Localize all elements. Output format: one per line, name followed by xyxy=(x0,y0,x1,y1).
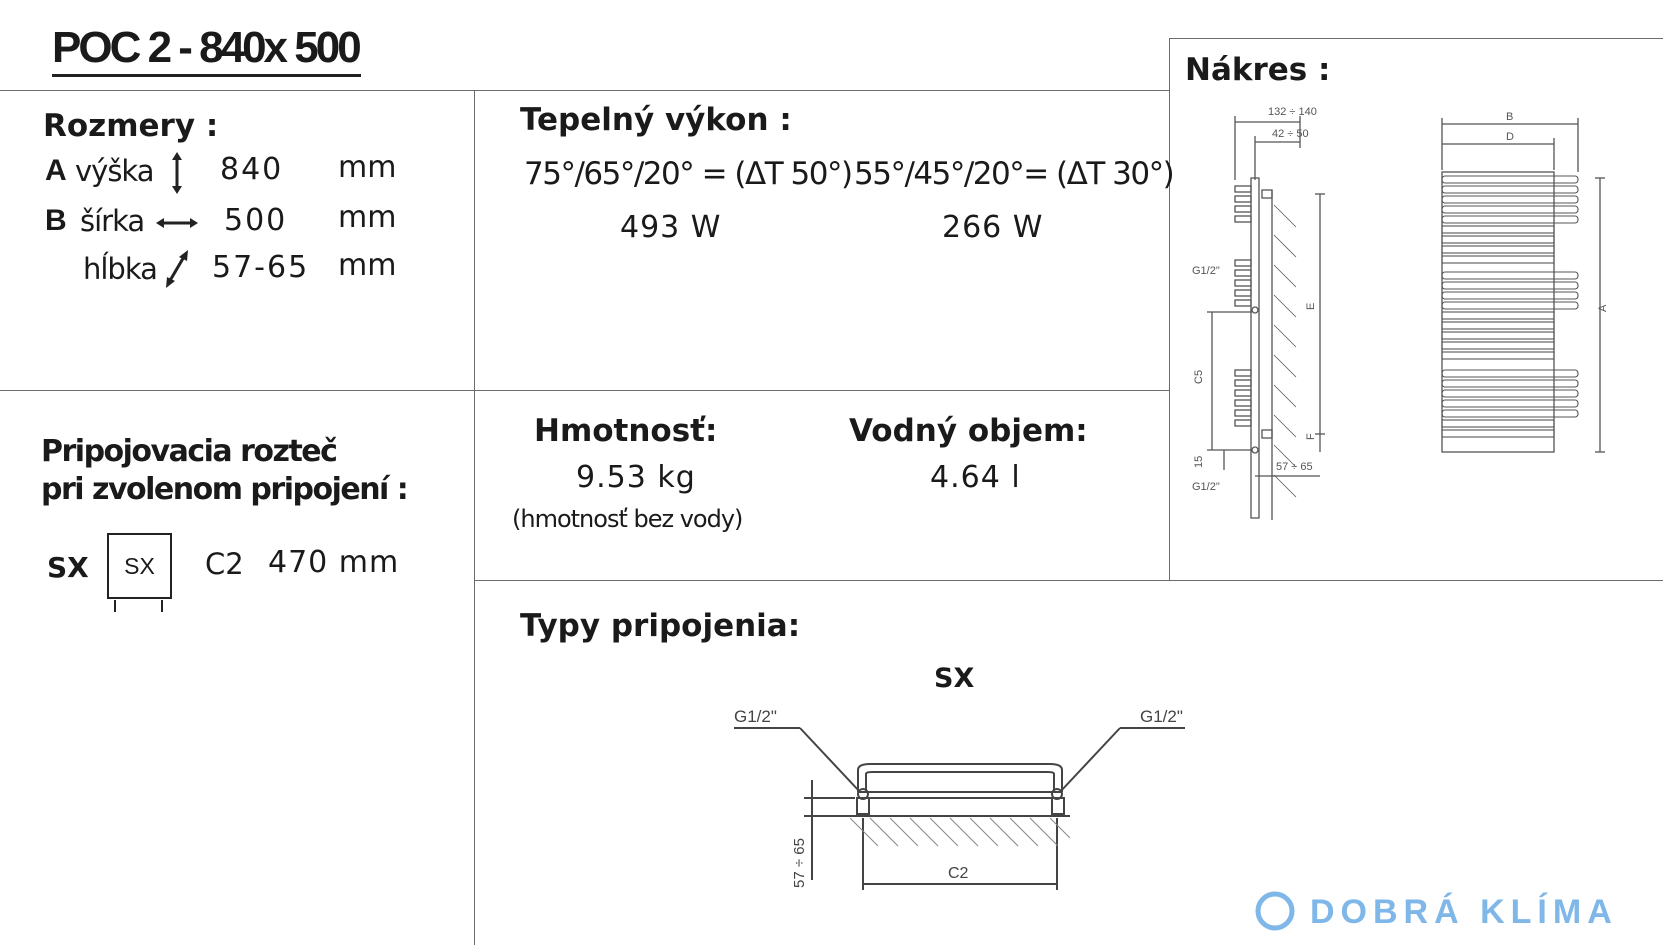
connection-label-g12-left: G1/2" xyxy=(734,707,777,726)
drawing-box-top xyxy=(1169,38,1663,39)
dim-value-height: 840 xyxy=(220,152,284,187)
drawing-label-e: E xyxy=(1305,302,1317,310)
divider-vertical-left xyxy=(474,90,475,945)
drawing-box-left xyxy=(1169,38,1170,580)
dim-value-width: 500 xyxy=(224,203,288,238)
drawing-heading: Nákres : xyxy=(1185,52,1331,88)
divider-middle-left xyxy=(0,390,1170,391)
brand-logo-icon xyxy=(1254,890,1296,932)
connection-label-depth: 57 ÷ 65 xyxy=(791,838,808,888)
dim-letter-a: A xyxy=(45,154,67,187)
connection-spacing-heading-1: Pripojovacia rozteč xyxy=(41,434,337,469)
heat-condition-1: 75°/65°/20° = (ΔT 50°) xyxy=(524,156,852,192)
drawing-label-a: A xyxy=(1597,304,1609,312)
spacing-label: C2 xyxy=(205,547,244,581)
divider-lower xyxy=(474,580,1663,581)
diagonal-arrow-icon xyxy=(164,250,190,288)
drawing-label-b: B xyxy=(1506,111,1514,123)
heat-condition-2: 55°/45°/20°= (ΔT 30°) xyxy=(854,156,1174,192)
drawing-label-132-140: 132 ÷ 140 xyxy=(1268,106,1317,118)
drawing-label-42-50: 42 ÷ 50 xyxy=(1272,128,1309,140)
dim-unit-height: mm xyxy=(338,150,397,185)
drawing-label-g12-lower: G1/2" xyxy=(1192,481,1220,493)
dim-label-width: šírka xyxy=(80,204,145,238)
dim-label-depth: hĺbka xyxy=(83,252,157,286)
sx-connection-box: SX xyxy=(107,533,172,599)
dim-value-depth: 57-65 xyxy=(212,250,310,285)
spacing-value: 470 mm xyxy=(268,545,400,580)
sx-connection-diagram xyxy=(720,700,1200,900)
connection-diagram-title: SX xyxy=(934,663,975,694)
weight-note: (hmotnosť bez vody) xyxy=(512,505,743,533)
connection-label-g12-right: G1/2" xyxy=(1140,707,1183,726)
connection-type-label: SX xyxy=(47,551,89,584)
drawing-label-g12-upper: G1/2" xyxy=(1192,265,1220,277)
weight-value: 9.53 kg xyxy=(576,460,696,495)
connection-spacing-heading-2: pri zvolenom pripojení : xyxy=(41,472,408,507)
vertical-arrow-icon xyxy=(168,152,186,194)
connection-types-heading: Typy pripojenia: xyxy=(520,608,801,644)
water-volume-value: 4.64 l xyxy=(930,460,1021,495)
drawing-label-c5: C5 xyxy=(1193,369,1205,384)
dim-label-height: výška xyxy=(75,154,154,188)
weight-heading: Hmotnosť: xyxy=(534,413,718,449)
heat-output-heading: Tepelný výkon : xyxy=(520,102,792,138)
water-volume-heading: Vodný objem: xyxy=(849,413,1088,449)
divider-top xyxy=(0,90,1170,91)
dim-letter-b: B xyxy=(45,204,67,237)
drawing-label-57-65: 57 ÷ 65 xyxy=(1276,461,1313,473)
heat-value-1: 493 W xyxy=(620,210,722,245)
dim-unit-width: mm xyxy=(338,200,397,235)
heat-value-2: 266 W xyxy=(942,210,1044,245)
technical-drawing xyxy=(1180,100,1640,530)
dimensions-heading: Rozmery : xyxy=(43,108,219,144)
horizontal-arrow-icon xyxy=(156,216,198,230)
watermark: DOBRÁ KLÍMA xyxy=(1310,893,1618,931)
connection-label-c2: C2 xyxy=(948,865,969,882)
drawing-label-d: D xyxy=(1506,131,1514,143)
drawing-label-15: 15 xyxy=(1193,455,1205,468)
drawing-label-f: F xyxy=(1305,433,1317,440)
page-title: POC 2 - 840x 500 xyxy=(52,22,361,77)
sx-box-legs xyxy=(107,598,172,614)
dim-unit-depth: mm xyxy=(338,248,397,283)
